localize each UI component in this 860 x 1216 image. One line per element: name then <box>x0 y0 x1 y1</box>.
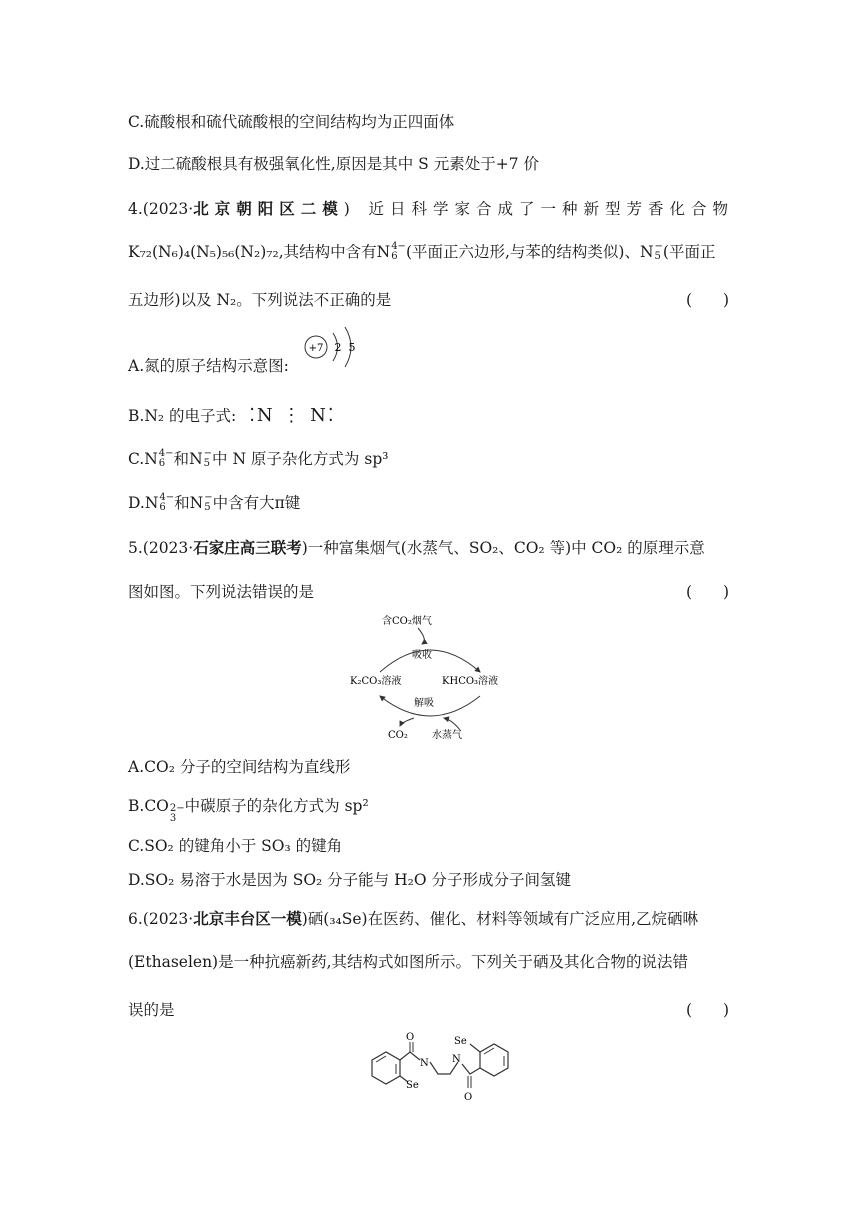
steam-in-arrow <box>444 718 460 730</box>
ion-n5-d-charge: − <box>204 492 213 503</box>
q6-source: 北京丰台区一模 <box>193 910 302 928</box>
shell-2-electrons: 5 <box>348 341 356 354</box>
q6-stem-text: )硒(₃₄Se)在医药、催化、材料等领域有广泛应用,乙烷硒啉 <box>301 910 699 928</box>
ion-co3-count: 3 <box>169 813 177 824</box>
q4-option-b-label: B.N₂ 的电子式: <box>128 407 237 425</box>
right-oxygen: O <box>464 1092 473 1103</box>
q6-number: 6.(2023· <box>128 910 194 928</box>
ion-n5-count: 5 <box>654 251 661 262</box>
right-nitrogen: N <box>452 1054 461 1065</box>
ion-n5-c-symbol: N <box>189 450 203 468</box>
n2-lewis-structure: ⁚N ⋮ N⁚ <box>249 405 336 426</box>
ion-n6-count: 6 <box>391 251 398 262</box>
q4-option-d-label: D. <box>128 494 145 512</box>
left-nitrogen: N <box>420 1058 429 1069</box>
q6-stem-line1 <box>128 907 698 929</box>
ion-n5-d-symbol: N <box>189 494 204 512</box>
q5-option-b-label: B.CO <box>128 797 169 815</box>
ion-n6-d-count: 6 <box>159 502 166 513</box>
ion-n6-d-charge: 4− <box>159 492 175 503</box>
ion-n6-charge: 4− <box>391 241 406 252</box>
ion-n6-d <box>145 493 174 513</box>
q5-option-c: C.SO₂ 的键角小于 SO₃ 的键角 <box>128 837 343 855</box>
diagram-steam-label: 水蒸气 <box>432 730 462 741</box>
ion-n6 <box>377 242 406 262</box>
ion-n5-d-count: 5 <box>204 502 211 513</box>
ion-n6-c-charge: 4− <box>158 448 174 459</box>
q5-stem-line2: 图如图。下列说法错误的是 <box>128 583 315 601</box>
q5-answer-bracket: ( ) <box>686 583 730 601</box>
q4-stem-part2: (平面正六边形,与苯的结构类似)、 <box>405 243 640 261</box>
ion-n5 <box>640 242 663 262</box>
ion-n6-c-count: 6 <box>158 458 166 469</box>
right-heterocycle-top <box>470 1044 480 1052</box>
diagram-k2co3-label: K₂CO₃溶液 <box>350 676 402 687</box>
n2-lewis-text: N ⋮ N <box>256 405 328 426</box>
co2-cycle-diagram <box>340 610 520 745</box>
right-heterocycle-bottom <box>462 1064 480 1074</box>
nitrogen-atom-diagram <box>300 325 370 375</box>
q4-formula: K₇₂(N₆)₄(N₅)₅₆(N₂)₇₂ <box>128 243 279 261</box>
q4-option-d <box>128 491 300 513</box>
q4-answer-bracket: ( ) <box>686 291 730 309</box>
q4-option-c-text: 中 N 原子杂化方式为 sp³ <box>212 450 389 468</box>
shell-1-electrons: 2 <box>334 341 342 354</box>
left-selenium: Se <box>406 1080 419 1091</box>
ion-n5-c <box>189 449 212 469</box>
ion-n5-c-count: 5 <box>203 458 210 469</box>
ion-co3 <box>169 804 185 824</box>
right-selenium: Se <box>454 1036 467 1047</box>
q5-stem-text: )一种富集烟气(水蒸气、SO₂、CO₂ 等)中 CO₂ 的原理示意 <box>301 539 705 557</box>
ion-n6-symbol: N <box>376 243 391 261</box>
q4-option-c-and: 和 <box>173 450 190 468</box>
q5-option-b-text: 中碳原子的杂化方式为 sp² <box>184 797 369 815</box>
co2-out-arrow <box>400 718 414 726</box>
q4-source: 北京朝阳区二模 <box>193 200 344 218</box>
q4-stem-line3: 五边形)以及 N₂。下列说法不正确的是 <box>128 291 392 309</box>
diagram-khco3-label: KHCO₃溶液 <box>442 676 499 687</box>
flue-gas-arrow <box>418 628 424 644</box>
q5-stem-line1 <box>128 536 705 558</box>
ethaselen-structure <box>350 1030 520 1110</box>
q3-option-c: C.硫酸根和硫代硫酸根的空间结构均为正四面体 <box>128 113 455 131</box>
ion-n5-charge: − <box>654 241 663 252</box>
q4-paren: ) <box>343 200 350 218</box>
q5-number: 5.(2023· <box>128 539 194 557</box>
q4-number: 4.(2023· <box>128 200 194 218</box>
ion-n5-d <box>190 493 213 513</box>
left-heterocycle-top <box>400 1052 420 1060</box>
q4-stem-part3: (平面正 <box>662 243 716 261</box>
q6-stem-line3: 误的是 <box>128 1001 175 1019</box>
q4-option-d-and: 和 <box>174 494 190 512</box>
ion-n6-d-symbol: N <box>144 494 159 512</box>
q4-option-c <box>128 447 388 469</box>
q4-option-d-text: 中含有大π键 <box>212 494 301 512</box>
q4-stem-line1 <box>128 197 734 219</box>
q5-source: 石家庄高三联考 <box>193 539 302 557</box>
q4-option-c-label: C. <box>128 450 145 468</box>
diagram-desorb-label: 解吸 <box>414 698 434 709</box>
q4-stem-part: ,其结构中含有 <box>278 243 377 261</box>
ion-n6-c <box>144 449 173 469</box>
q4-option-a: A.氮的原子结构示意图: <box>128 357 289 375</box>
left-oxygen: O <box>406 1032 415 1043</box>
q4-stem-text: 近日科学家合成了一种新型芳香化合物 <box>368 200 734 218</box>
ion-n5-symbol: N <box>639 243 654 261</box>
diagram-flue-gas-label: 含CO₂烟气 <box>382 616 432 627</box>
q3-option-d: D.过二硫酸根具有极强氧化性,原因是其中 S 元素处于+7 价 <box>128 155 539 173</box>
diagram-absorb-label: 吸收 <box>412 650 432 661</box>
nucleus-charge: +7 <box>308 343 324 354</box>
q5-option-a: A.CO₂ 分子的空间结构为直线形 <box>128 758 351 776</box>
q5-option-b <box>128 794 369 824</box>
ion-co3-charge: 2− <box>169 803 185 814</box>
q5-option-d: D.SO₂ 易溶于水是因为 SO₂ 分子能与 H₂O 分子形成分子间氢键 <box>128 871 571 889</box>
diagram-co2-label: CO₂ <box>388 730 408 741</box>
q6-stem-line2: (Ethaselen)是一种抗癌新药,其结构式如图所示。下列关于硒及其化合物的说法错 <box>128 953 689 971</box>
ion-n5-c-charge: − <box>203 448 213 459</box>
q6-answer-bracket: ( ) <box>686 1001 730 1019</box>
q4-option-b <box>128 404 336 426</box>
ion-n6-c-symbol: N <box>144 450 158 468</box>
q4-stem-line2 <box>128 240 715 262</box>
